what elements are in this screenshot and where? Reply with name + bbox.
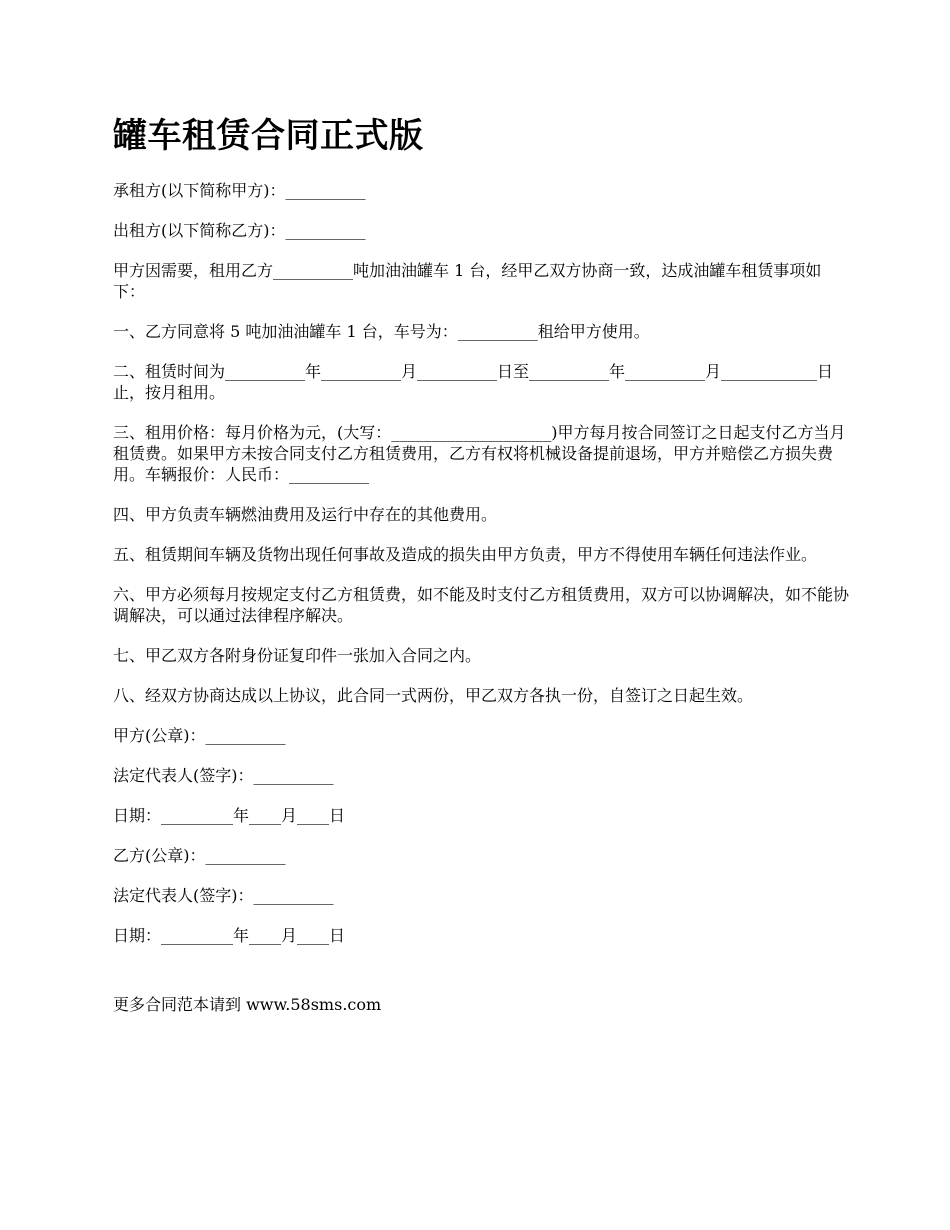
party-b-date-line: 日期：_________年____月____日	[113, 926, 346, 945]
clause-1: 一、乙方同意将 5 吨加油油罐车 1 台，车号为：__________租给甲方使用。	[113, 322, 650, 341]
party-a-seal-line: 甲方(公章)：__________	[113, 726, 286, 745]
party-a-date-line: 日期：_________年____月____日	[113, 806, 346, 825]
clause-6: 六、甲方必须每月按规定支付乙方租赁费，如不能及时支付乙方租赁费用，双方可以协调解决，如不能协调解决，可以通过法律程序解决。	[113, 585, 850, 625]
clause-3: 三、租用价格：每月价格为元，(大写：____________________)甲方每月按合同签订之日起支付乙方当月租赁费。如果甲方未按合同支付乙方租赁费用，乙方有权将机械设备提前退场，甲方并赔偿乙方损失费用。车辆报价：人民币：__________	[113, 423, 846, 484]
lessee-line: 承租方(以下简称甲方)：__________	[113, 181, 366, 200]
clause-7: 七、甲乙双方各附身份证复印件一张加入合同之内。	[113, 646, 482, 665]
document-title: 罐车租赁合同正式版	[113, 116, 424, 156]
clause-8: 八、经双方协商达成以上协议，此合同一式两份，甲乙双方各执一份，自签订之日起生效。	[113, 686, 754, 705]
intro-paragraph: 甲方因需要，租用乙方__________吨加油油罐车 1 台，经甲乙双方协商一致，达成油罐车租赁事项如下：	[113, 261, 822, 301]
party-b-representative-line: 法定代表人(签字)：__________	[113, 886, 334, 905]
lessor-line: 出租方(以下简称乙方)：__________	[113, 221, 366, 240]
footer-note: 更多合同范本请到 www.58sms.com	[113, 995, 382, 1014]
party-a-representative-line: 法定代表人(签字)：__________	[113, 766, 334, 785]
party-b-seal-line: 乙方(公章)：__________	[113, 846, 286, 865]
clause-5: 五、租赁期间车辆及货物出现任何事故及造成的损失由甲方负责，甲方不得使用车辆任何违法作业。	[113, 545, 818, 564]
document-page	[113, 112, 853, 1034]
clause-2: 二、租赁时间为__________年__________月__________日至__________年__________月____________日止，按月租用。	[113, 362, 834, 402]
clause-4: 四、甲方负责车辆燃油费用及运行中存在的其他费用。	[113, 505, 498, 524]
